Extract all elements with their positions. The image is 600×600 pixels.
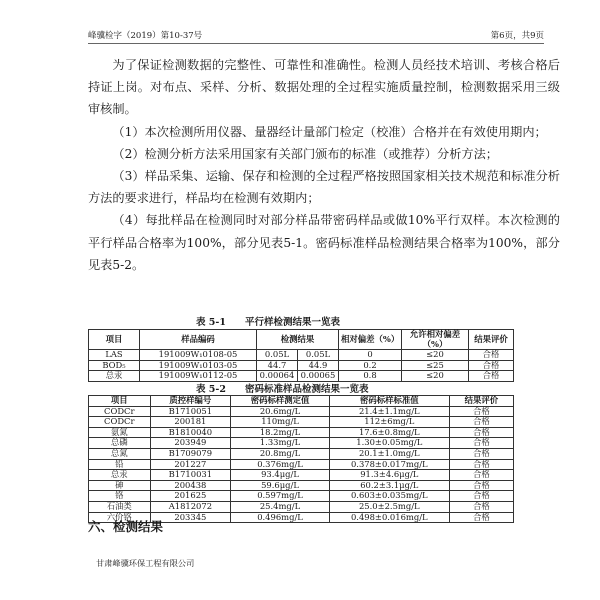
table2-cell: 60.2±3.1μg/L <box>329 480 449 491</box>
table2-cell: 总汞 <box>89 470 151 481</box>
table2-cell: 合格 <box>449 459 513 470</box>
table2-cell: 0.603±0.035mg/L <box>329 491 449 502</box>
table2-cell: 合格 <box>449 417 513 428</box>
table2-cell: B1710031 <box>150 470 231 481</box>
table1-cell: BOD₅ <box>89 360 140 371</box>
table1-cell: 0.05L <box>298 350 339 361</box>
table2-cell: 合格 <box>449 470 513 481</box>
table2-cell: 氨氮 <box>89 427 151 438</box>
table2-cell: 0.498±0.016mg/L <box>329 512 449 523</box>
table2-cell: 总氮 <box>89 448 151 459</box>
table2-header-item: 项目 <box>89 396 151 407</box>
table1-header-code: 样品编码 <box>140 330 257 350</box>
page-number: 第6页，共9页 <box>490 31 544 41</box>
report-number: 峰骥检字（2019）第10-37号 <box>88 31 203 41</box>
table2-cell: 0.378±0.017mg/L <box>329 459 449 470</box>
table2-cell: 25.0±2.5mg/L <box>329 501 449 512</box>
parallel-sample-table <box>88 329 514 382</box>
standard-sample-table <box>88 395 514 523</box>
table2-cell: 砷 <box>89 480 151 491</box>
table2-cell: 1.33mg/L <box>231 438 330 449</box>
table2-cell: 合格 <box>449 491 513 502</box>
table1-cell: 0 <box>339 350 402 361</box>
page-header <box>88 29 544 44</box>
table1-cell: ≤20 <box>402 371 469 382</box>
table2-header-standard: 密码标样标准值 <box>329 396 449 407</box>
paragraph-2: （2）检测分析方法采用国家有关部门颁布的标准（或推荐）分析方法； <box>112 146 498 161</box>
table2-cell: 201227 <box>150 459 231 470</box>
table1-cell: 44.9 <box>298 360 339 371</box>
table2-cell: 0.376mg/L <box>231 459 330 470</box>
section-title: 六、检测结果 <box>88 519 164 534</box>
table2-row <box>89 491 514 502</box>
table2-row <box>89 417 514 428</box>
table2-cell: CODCr <box>89 417 151 428</box>
paragraph-3: （3）样品采集、运输、保存和检测的全过程严格按照国家相关技术规范和标准分析方法的要求进行，样品均在检测有效期内； <box>88 169 560 206</box>
company-footer: 甘肃峰骥环保工程有限公司 <box>96 558 195 568</box>
table2-cell: 合格 <box>449 512 513 523</box>
table2-cell: 200181 <box>150 417 231 428</box>
table1-cell: 合格 <box>469 371 514 382</box>
paragraph-intro: 为了保证检测数据的完整性、可靠性和准确性。检测人员经技术培训、考核合格后持证上岗。对布点、采样、分析、数据处理的全过程实施质量控制，检测数据采用三级审核制。 <box>88 58 560 117</box>
table1-row <box>89 371 514 382</box>
table2-row <box>89 459 514 470</box>
table2-header-qc-number: 质控样编号 <box>150 396 231 407</box>
table1-cell: 0.2 <box>339 360 402 371</box>
table2-cell: 203345 <box>150 512 231 523</box>
table2-cell: 合格 <box>449 501 513 512</box>
table2-header-measured: 密码标样测定值 <box>231 396 330 407</box>
table2-row <box>89 448 514 459</box>
table2-row <box>89 501 514 512</box>
paragraph-4: （4）每批样品在检测同时对部分样品带密码样品或做10%平行双样。本次检测的平行样品合格率为100%，部分见表5-1。密码标准样品检测结果合格率为100%，部分见表5-2。 <box>88 213 560 272</box>
table1-header-allowed: 允许相对偏差（%） <box>402 330 469 350</box>
table2-cell: 18.2mg/L <box>231 427 330 438</box>
table2-row <box>89 427 514 438</box>
table2-cell: 0.597mg/L <box>231 491 330 502</box>
table2-cell: 201625 <box>150 491 231 502</box>
table2-cell: 21.4±1.1mg/L <box>329 406 449 417</box>
table1-cell: ≤25 <box>402 360 469 371</box>
table1-header-result: 检测结果 <box>257 330 339 350</box>
table2-cell: 110mg/L <box>231 417 330 428</box>
table2-cell: 1.30±0.05mg/L <box>329 438 449 449</box>
table1-caption: 表 5-1 平行样检测结果一览表 <box>196 317 340 328</box>
table2-cell: 91.3±4.6μg/L <box>329 470 449 481</box>
body-text <box>88 54 560 276</box>
table1-cell: 0.05L <box>257 350 298 361</box>
table1-cell: 总汞 <box>89 371 140 382</box>
table2-row <box>89 470 514 481</box>
table2-header-evaluation: 结果评价 <box>449 396 513 407</box>
table2-cell: 合格 <box>449 406 513 417</box>
table2-cell: 17.6±0.8mg/L <box>329 427 449 438</box>
table2-cell: 合格 <box>449 480 513 491</box>
table2-cell: 25.4mg/L <box>231 501 330 512</box>
table2-cell: 93.4μg/L <box>231 470 330 481</box>
table1-header-deviation: 相对偏差（%） <box>339 330 402 350</box>
table1-cell: 44.7 <box>257 360 298 371</box>
table1-cell: ≤20 <box>402 350 469 361</box>
table1-header-evaluation: 结果评价 <box>469 330 514 350</box>
table1-cell: 合格 <box>469 360 514 371</box>
table1-cell: LAS <box>89 350 140 361</box>
table2-cell: 铬 <box>89 491 151 502</box>
table2-cell: 合格 <box>449 448 513 459</box>
table2-cell: 112±6mg/L <box>329 417 449 428</box>
table2-cell: 六价铬 <box>89 512 151 523</box>
table2-cell: 59.6μg/L <box>231 480 330 491</box>
table1-cell: 191009W₁0103-05 <box>140 360 257 371</box>
table2-row <box>89 438 514 449</box>
table2-cell: 20.8mg/L <box>231 448 330 459</box>
table2-cell: B1810040 <box>150 427 231 438</box>
table2-cell: CODCr <box>89 406 151 417</box>
table1-cell: 191009W₁0112-05 <box>140 371 257 382</box>
table2-cell: 石油类 <box>89 501 151 512</box>
table2-cell: 合格 <box>449 427 513 438</box>
table1-row <box>89 360 514 371</box>
table2-row <box>89 480 514 491</box>
table1-cell: 191009W₁0108-05 <box>140 350 257 361</box>
table2-cell: B1709079 <box>150 448 231 459</box>
table2-cell: 铅 <box>89 459 151 470</box>
table2-cell: 合格 <box>449 438 513 449</box>
table1-cell: 0.00064 <box>257 371 298 382</box>
table2-cell: A1812072 <box>150 501 231 512</box>
table1-cell: 0.00065 <box>298 371 339 382</box>
table2-cell: 20.1±1.0mg/L <box>329 448 449 459</box>
table1-row <box>89 350 514 361</box>
table2-caption: 表 5-2 密码标准样品检测结果一览表 <box>196 384 369 395</box>
table1-cell: 合格 <box>469 350 514 361</box>
table2-cell: B1710051 <box>150 406 231 417</box>
table1-header-item: 项目 <box>89 330 140 350</box>
table2-cell: 20.6mg/L <box>231 406 330 417</box>
table2-cell: 0.496mg/L <box>231 512 330 523</box>
table2-cell: 200438 <box>150 480 231 491</box>
table2-header-row <box>89 396 514 407</box>
table2-row <box>89 406 514 417</box>
table2-cell: 203949 <box>150 438 231 449</box>
paragraph-1: （1）本次检测所用仪器、量器经计量部门检定（校准）合格并在有效使用期内； <box>112 124 547 139</box>
table1-header-row <box>89 330 514 350</box>
table1-cell: 0.8 <box>339 371 402 382</box>
table2-cell: 总磷 <box>89 438 151 449</box>
